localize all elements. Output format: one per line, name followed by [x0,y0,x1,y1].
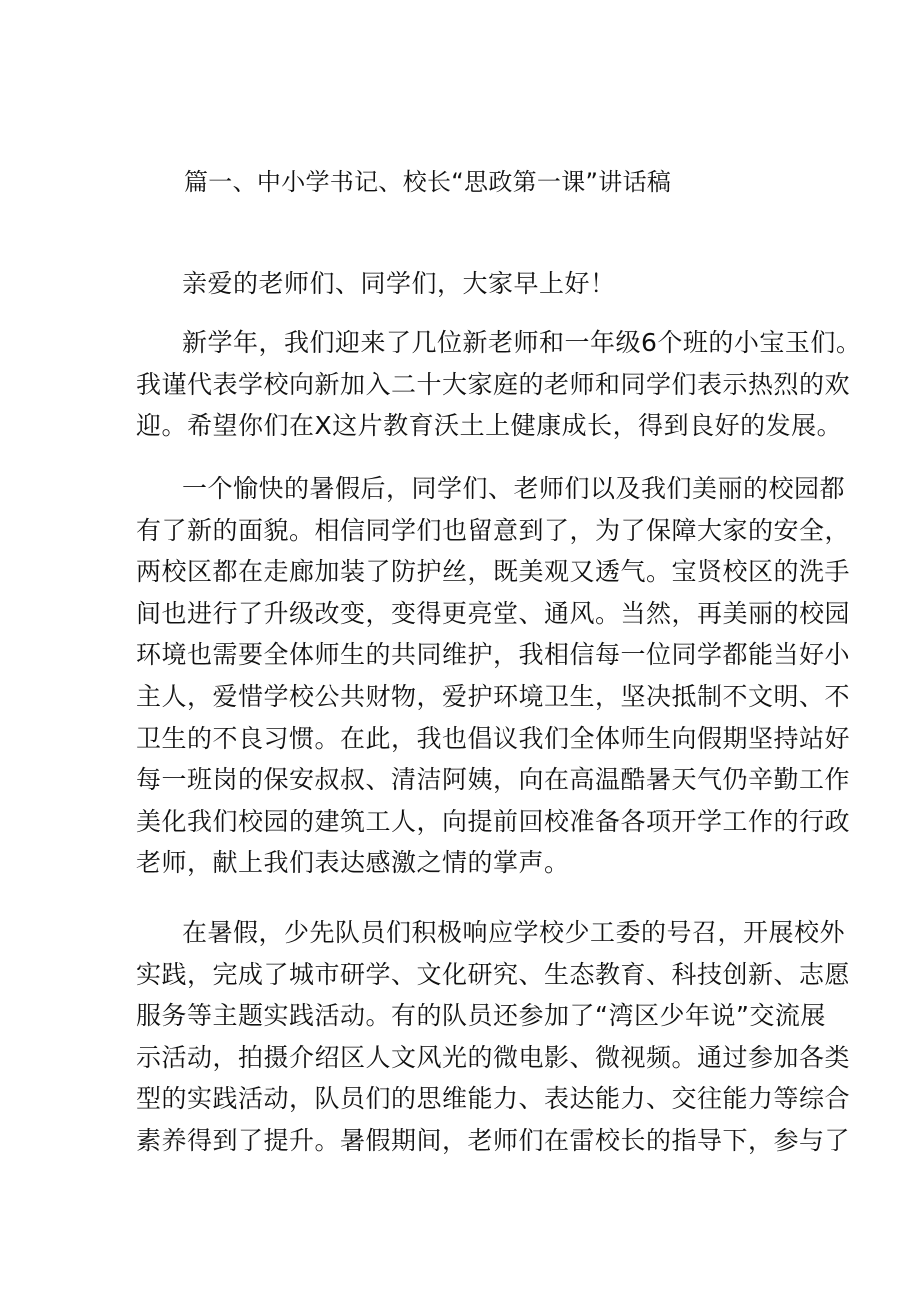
paragraph-line: 两校区都在走廊加装了防护丝，既美观又透气。宝贤校区的洗手 [136,557,851,587]
paragraph-campus-changes [136,468,851,884]
paragraph-line: 一个愉快的暑假后，同学们、老师们以及我们美丽的校园都 [182,474,846,503]
paragraph-line: 间也进行了升级改变，变得更亮堂、通风。当然，再美丽的校园 [136,598,851,628]
paragraph-line: 美化我们校园的建筑工人，向提前回校准备各项开学工作的行政 [136,806,851,836]
paragraph-line: 示活动，拍摄介绍区人文风光的微电影、微视频。通过参加各类 [136,1042,851,1072]
paragraph-line: 每一班岗的保安叔叔、清洁阿姨，向在高温酷暑天气仍辛勤工作 [136,765,851,795]
paragraph-summer-activities [136,912,851,1162]
paragraph-line: 实践，完成了城市研学、文化研究、生态教育、科技创新、志愿 [136,959,851,989]
paragraph-line: 有了新的面貌。相信同学们也留意到了，为了保障大家的安全， [136,515,851,545]
paragraph-line: 新学年，我们迎来了几位新老师和一年级6个班的小宝玉们。 [182,328,862,357]
paragraph-line: 卫生的不良习惯。在此，我也倡议我们全体师生向假期坚持站好 [136,723,851,753]
paragraph-line: 老师，献上我们表达感激之情的掌声。 [136,848,570,878]
paragraph-line: 在暑假，少先队员们积极响应学校少工委的号召，开展校外 [182,918,846,947]
paragraph-line: 素养得到了提升。暑假期间，老师们在雷校长的指导下，参与了 [136,1125,851,1155]
paragraph-line: 我谨代表学校向新加入二十大家庭的老师和同学们表示热烈的欢 [136,369,851,399]
paragraph-new-semester [136,322,862,447]
greeting-line: 亲爱的老师们、同学们，大家早上好！ [182,269,616,298]
paragraph-line: 环境也需要全体师生的共同维护，我相信每一位同学都能当好小 [136,640,851,670]
paragraph-line: 迎。希望你们在X这片教育沃土上健康成长，得到良好的发展。 [136,411,843,441]
document-title: 篇一、中小学书记、校长“思政第一课”讲话稿 [184,168,672,196]
paragraph-line: 型的实践活动，队员们的思维能力、表达能力、交往能力等综合 [136,1084,851,1114]
paragraph-line: 主人，爱惜学校公共财物，爱护环境卫生，坚决抵制不文明、不 [136,681,851,711]
paragraph-line: 服务等主题实践活动。有的队员还参加了“湾区少年说”交流展 [136,1001,826,1031]
